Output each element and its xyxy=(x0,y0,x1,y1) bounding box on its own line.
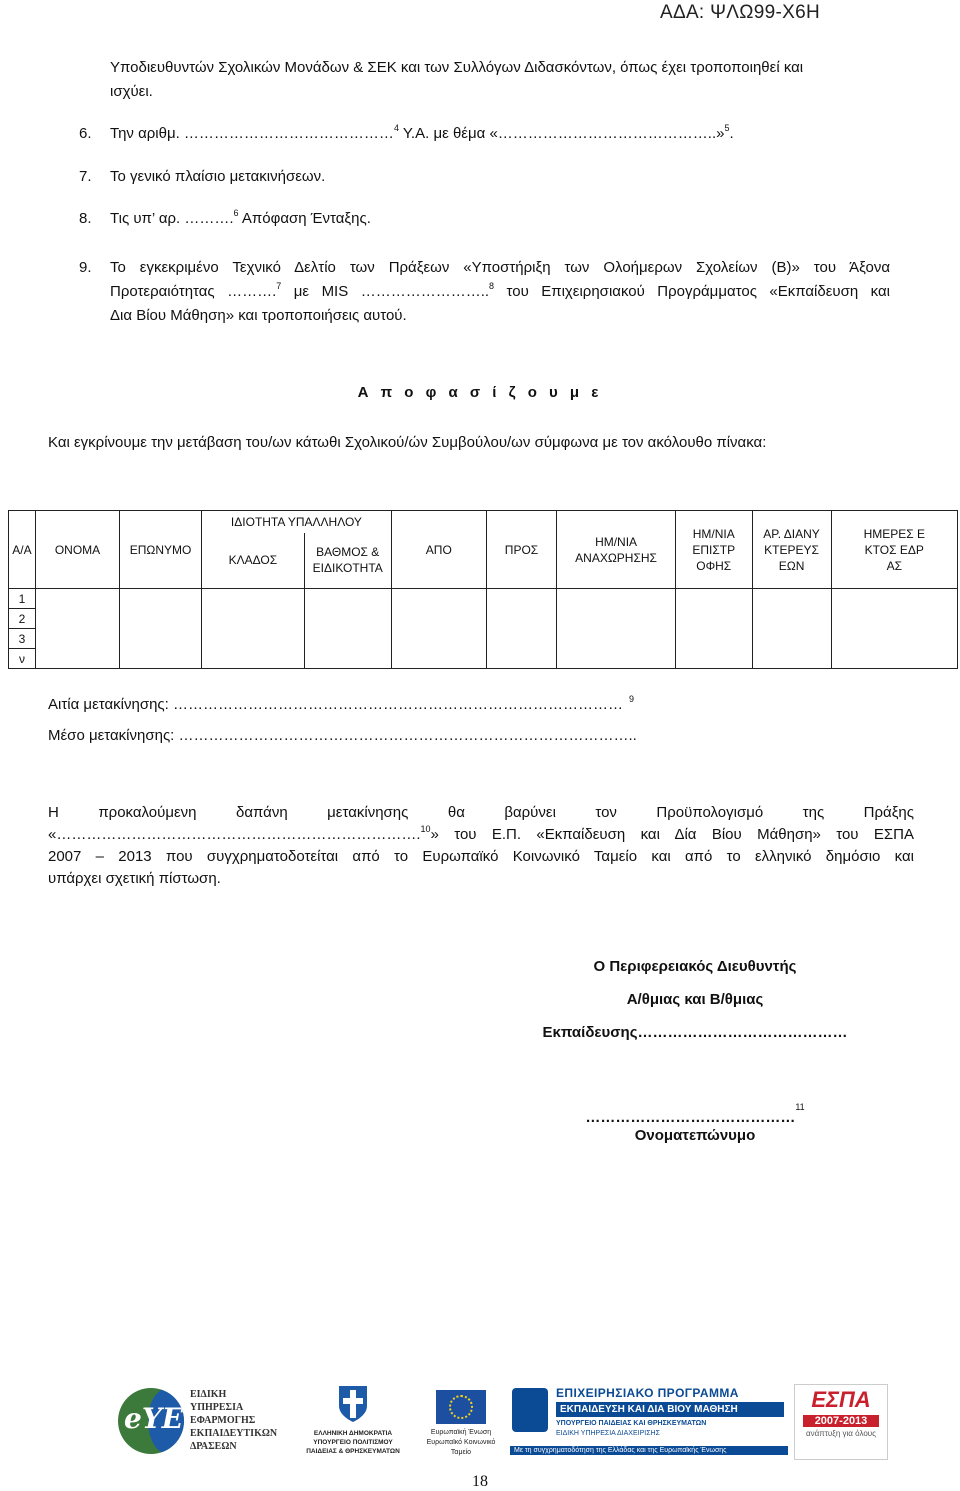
greek-emblem-icon xyxy=(336,1384,370,1424)
cost-line-3: 2007 – 2013 που συγχρηματοδοτείται από το Ευρωπαϊκό Κοινωνικό Ταμείο και από το ελληνικό δημόσιο και xyxy=(48,848,914,865)
espa-subtitle: ανάπτυξη για όλους xyxy=(805,1429,877,1438)
program-ministry: ΥΠΟΥΡΓΕΙΟ ΠΑΙΔΕΙΑΣ ΚΑΙ ΘΡΗΣΚΕΥΜΑΤΩΝ xyxy=(556,1420,707,1427)
eye-logo xyxy=(118,1384,278,1460)
col-return-header: ΗΜ/ΝΙΑ ΕΠΙΣΤΡΟΦΗΣ xyxy=(675,511,752,589)
reason-line: Αιτία μετακίνησης: ……………………………………………………………………………… $^9$ xyxy=(48,694,635,713)
col-days-header: ΗΜΕΡΕΣ ΕΚΤΟΣ ΕΔΡΑΣ xyxy=(831,511,957,589)
table-row-number: 2 xyxy=(9,609,36,629)
page-number: 18 xyxy=(472,1473,488,1490)
item-7-text: Το γενικό πλαίσιο μετακινήσεων. xyxy=(110,168,326,185)
signature-level: Α/θμιας και Β/θμιας xyxy=(626,991,764,1008)
ministry-logo-text: ΕΛΛΗΝΙΚΗ ΔΗΜΟΚΡΑΤΙΑ ΥΠΟΥΡΓΕΙΟ ΠΟΛΙΤΙΣΜΟΥ ΠΑΙΔΕΙΑΣ & ΘΡΗΣΚΕΥΜΑΤΩΝ xyxy=(306,1430,400,1455)
eye-logo-mark: eYE xyxy=(124,1402,184,1435)
espa-title: ΕΣΠΑ xyxy=(811,1387,871,1412)
program-subtitle: ΕΚΠΑΙΔΕΥΣΗ ΚΑΙ ΔΙΑ ΒΙΟΥ ΜΑΘΗΣΗ xyxy=(556,1402,784,1417)
item-8-text: Τις υπ’ αρ. ……….$^6$ Απόφαση Ένταξης. xyxy=(110,208,371,227)
table-row-number: 3 xyxy=(9,629,36,649)
col-klados-header: ΚΛΑΔΟΣ xyxy=(202,533,305,589)
signature-dots: ……………………………………$^{11}$ xyxy=(585,1102,805,1126)
signature-education: Εκπαίδευσης…………………………………… xyxy=(542,1024,848,1041)
col-departure-header: ΗΜ/ΝΙΑ ΑΝΑΧΩΡΗΣΗΣ xyxy=(557,511,676,589)
espa-logo xyxy=(794,1384,888,1460)
item-9-line-2: Προτεραιότητας ……….$^7$ με MIS ……………………..$^8$ του Επιχειρησιακού Προγράμματος «Εκπαίδευση και xyxy=(110,281,890,300)
item-9-line-3: Δια Βίου Μάθηση» και τροποποιήσεις αυτού. xyxy=(110,307,407,324)
intro-line-2: ισχύει. xyxy=(110,83,153,100)
col-surname-header: ΕΠΩΝΥΜΟ xyxy=(120,511,202,589)
col-name-header: ΟΝΟΜΑ xyxy=(35,511,119,589)
eu-logo-text: Ευρωπαϊκή Ένωση Ευρωπαϊκό Κοινωνικό Ταμείο xyxy=(426,1429,496,1456)
col-apo-header: ΑΠΟ xyxy=(391,511,486,589)
item-6-text: Την αριθμ. ……………………………………$^4$ Υ.Α. με θέμα «……………………………………..»$^5$. xyxy=(110,123,734,142)
col-bathmos-header: ΒΑΘΜΟΣ & ΕΙΔΙΚΟΤΗΤΑ xyxy=(304,533,391,589)
item-7-number: 7. xyxy=(79,168,92,185)
means-line: Μέσο μετακίνησης: ……………………………………………………………………………….. xyxy=(48,727,637,744)
program-title: ΕΠΙΧΕΙΡΗΣΙΑΚΟ ΠΡΟΓΡΑΜΜΑ xyxy=(556,1386,739,1400)
cost-line-4: υπάρχει σχετική πίστωση. xyxy=(48,870,221,887)
item-9-line-1: Το εγκεκριμένο Τεχνικό Δελτίο των Πράξεων «Υποστήριξη των Ολοήμερων Σχολείων (Β)» του Άξονα xyxy=(110,259,890,276)
program-emblem-icon xyxy=(512,1388,548,1432)
col-pros-header: ΠΡΟΣ xyxy=(486,511,556,589)
signature-name: Ονοματεπώνυμο xyxy=(634,1127,756,1144)
item-8-number: 8. xyxy=(79,210,92,227)
eye-logo-circle xyxy=(118,1388,184,1454)
item-9-number: 9. xyxy=(79,259,92,276)
signature-title: Ο Περιφερειακός Διευθυντής xyxy=(593,958,797,975)
espa-years: 2007-2013 xyxy=(803,1415,879,1427)
decision-heading: Α π ο φ α σ ί ζ ο υ μ ε xyxy=(357,384,603,401)
eu-logo xyxy=(416,1390,506,1460)
table-row-number: 1 xyxy=(9,589,36,609)
program-service: ΕΙΔΙΚΗ ΥΠΗΡΕΣΙΑ ΔΙΑΧΕΙΡΙΣΗΣ xyxy=(556,1430,660,1437)
ada-code: ΑΔΑ: ΨΛΩ99-Χ6Η xyxy=(660,2,820,23)
eye-logo-text: ΕΙΔΙΚΗ ΥΠΗΡΕΣΙΑ ΕΦΑΡΜΟΓΗΣ ΕΚΠΑΙΔΕΥΤΙΚΩΝ ΔΡΑΣΕΩΝ xyxy=(190,1389,278,1452)
col-aa-header: Α/Α xyxy=(9,511,36,589)
cost-line-2: «……………………………………………………………….$^{10}$» του Ε.Π. «Εκπαίδευση και Δία Βίου Μάθηση» του ΕΣΠΑ xyxy=(48,824,914,843)
transfer-table xyxy=(8,510,958,669)
program-footer: Με τη συγχρηματοδότηση της Ελλάδας και της Ευρωπαϊκής Ένωσης xyxy=(510,1446,788,1455)
col-group-header: ΙΔΙΟΤΗΤΑ ΥΠΑΛΛΗΛΟΥ xyxy=(202,511,392,533)
intro-line-1: Υποδιευθυντών Σχολικών Μονάδων & ΣΕΚ και των Συλλόγων Διδασκόντων, όπως έχει τροποποιηθεί και xyxy=(110,59,804,76)
program-logo xyxy=(510,1384,788,1460)
col-nights-header: ΑΡ. ΔΙΑΝΥΚΤΕΡΕΥΣΕΩΝ xyxy=(752,511,831,589)
cost-line-1: Η προκαλούμενη δαπάνη μετακίνησης θα βαρύνει τον Προϋπολογισμό της Πράξης xyxy=(48,804,914,821)
eu-flag-icon xyxy=(436,1390,486,1424)
item-6-number: 6. xyxy=(79,125,92,142)
ministry-logo xyxy=(298,1384,408,1460)
table-row-number: ν xyxy=(9,649,36,669)
decision-text: Και εγκρίνουμε την μετάβαση του/ων κάτωθι Σχολικού/ών Συμβούλου/ων σύμφωνα με τον ακόλουθο πίνακα: xyxy=(48,434,767,451)
